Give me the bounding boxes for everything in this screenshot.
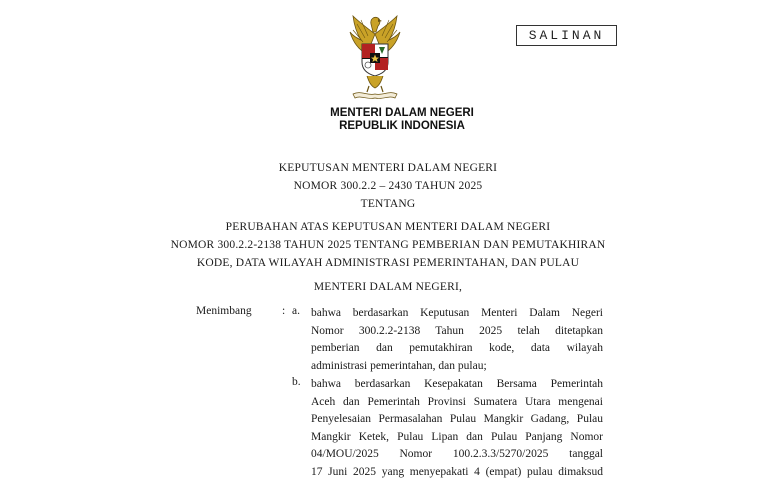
item-b-line: Aceh dan Pemerintah Provinsi Sumatera Utara mengenai: [311, 395, 603, 408]
item-b-line: Penyelesaian Permasalahan Pulau Mangkir Gadang, Pulau: [311, 413, 603, 426]
considering-colon: :: [282, 305, 286, 317]
considering-label: Menimbang: [196, 305, 252, 317]
decree-about: TENTANG: [360, 198, 416, 210]
decree-issuer: MENTERI DALAM NEGERI,: [313, 281, 463, 293]
item-a-line: Nomor 300.2.2-2138 Tahun 2025 telah ditetapkan: [311, 324, 603, 337]
decree-subject-line-2: NOMOR 300.2.2-2138 TAHUN 2025 TENTANG PEMBERIAN DAN PEMUTAKHIRAN: [170, 239, 606, 251]
header-line-1: MENTERI DALAM NEGERI: [330, 107, 474, 119]
decree-number: NOMOR 300.2.2 – 2430 TAHUN 2025: [293, 180, 483, 192]
minister-header: [0, 107, 776, 133]
item-b-letter: b.: [292, 376, 301, 388]
decree-subject-line-1: PERUBAHAN ATAS KEPUTUSAN MENTERI DALAM NEGERI: [225, 221, 551, 233]
item-b-text: [311, 376, 603, 482]
item-b-line: Mangkir Ketek, Pulau Lipan dan Pulau Panjang Nomor: [311, 430, 603, 443]
garuda-emblem-icon: [345, 14, 405, 102]
item-b-line: 17 Juni 2025 yang menyepakati 4 (empat) pulau dimaksud: [311, 465, 603, 478]
decree-subject-line-3: KODE, DATA WILAYAH ADMINISTRASI PEMERINTAHAN, DAN PULAU: [196, 257, 580, 269]
item-a-line: administrasi pemerintahan, dan pulau;: [311, 359, 487, 372]
item-a-line: bahwa berdasarkan Keputusan Menteri Dalam Negeri: [311, 307, 603, 319]
salinan-stamp: SALINAN: [516, 25, 617, 46]
header-line-2: REPUBLIK INDONESIA: [339, 120, 465, 132]
decree-title: KEPUTUSAN MENTERI DALAM NEGERI: [278, 162, 498, 174]
item-a-letter: a.: [292, 305, 300, 317]
item-a-line: pemberian dan pemutakhiran kode, data wilayah: [311, 342, 603, 355]
item-b-line: 04/MOU/2025 Nomor 100.2.3.3/5270/2025 tanggal: [311, 448, 603, 461]
item-a-text: [311, 305, 603, 375]
item-b-line: bahwa berdasarkan Kesepakatan Bersama Pemerintah: [311, 378, 603, 390]
